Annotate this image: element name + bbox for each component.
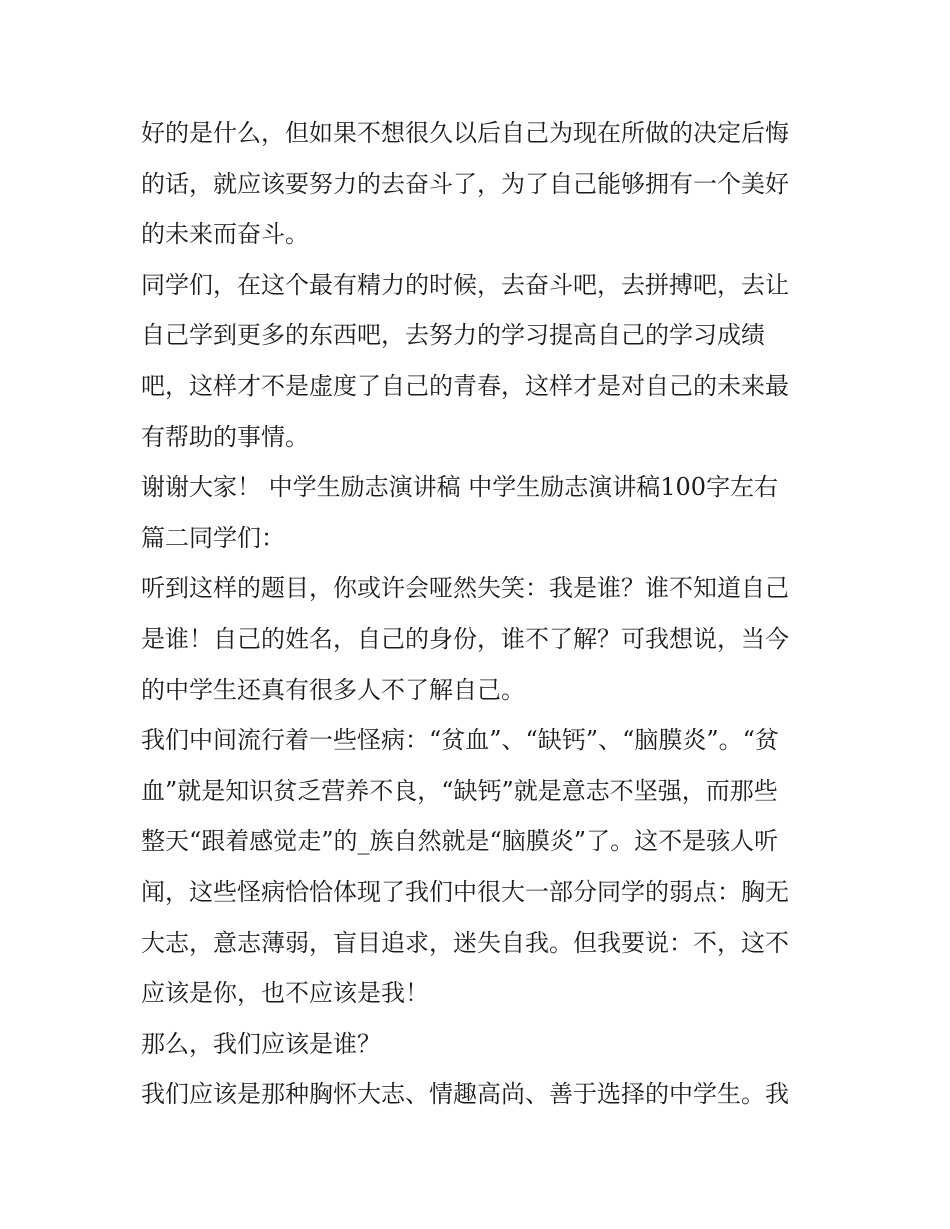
text-line: 我们应该是那种胸怀大志、情趣高尚、善于选择的中学生。我 — [141, 1080, 789, 1109]
text-line: 闻，这些怪病恰恰体现了我们中很大一部分同学的弱点：胸无 — [141, 877, 789, 906]
text-line: 同学们，在这个最有精力的时候，去奋斗吧，去拼搏吧，去让 — [141, 270, 789, 299]
text-line: 整天“跟着感觉走”的_族自然就是“脑膜炎”了。这不是骇人听 — [141, 827, 779, 856]
text-line: 听到这样的题目，你或许会哑然失笑：我是谁？谁不知道自己 — [141, 574, 789, 603]
text-line: 谢谢大家！ 中学生励志演讲稿 中学生励志演讲稿100字左右 — [141, 473, 779, 502]
text-line: 自己学到更多的东西吧，去努力的学习提高自己的学习成绩 — [141, 321, 765, 350]
text-line: 篇二同学们： — [141, 523, 285, 552]
text-line: 有帮助的事情。 — [141, 422, 309, 451]
text-line: 大志，意志薄弱，盲目追求，迷失自我。但我要说：不，这不 — [141, 928, 789, 957]
text-line: 是谁！自己的姓名，自己的身份，谁不了解？可我想说，当今 — [141, 624, 789, 653]
text-line: 好的是什么，但如果不想很久以后自己为现在所做的决定后悔 — [141, 119, 789, 147]
text-line: 那么，我们应该是谁？ — [141, 1029, 381, 1058]
text-line: 的未来而奋斗。 — [141, 220, 309, 249]
text-line: 应该是你，也不应该是我！ — [141, 979, 429, 1008]
text-line: 血”就是知识贫乏营养不良，“缺钙”就是意志不坚强，而那些 — [141, 776, 778, 805]
document-text-body — [141, 108, 816, 1120]
text-line: 的话，就应该要努力的去奋斗了，为了自己能够拥有一个美好 — [141, 169, 789, 198]
text-line: 的中学生还真有很多人不了解自己。 — [141, 675, 525, 704]
text-line: 我们中间流行着一些怪病：“贫血”、“缺钙”、“脑膜炎”。“贫 — [141, 726, 779, 755]
text-line: 吧，这样才不是虚度了自己的青春，这样才是对自己的未来最 — [141, 371, 789, 400]
